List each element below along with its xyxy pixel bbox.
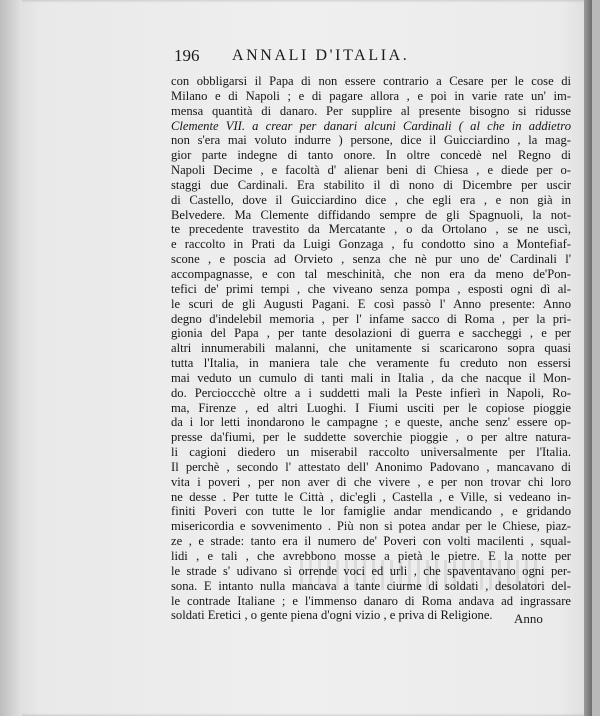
text-line: le contrade Italiane ; e l'immenso danaro di Roma andava ad ingrassare (171, 593, 571, 608)
show-through-texture (300, 560, 540, 590)
page-number: 196 (174, 46, 200, 65)
text-line: ze , e strade: tanto era il numero de' Poveri con volti macilenti , squal- (171, 534, 571, 549)
text-line: le strade s' udivano sì orrende voci ed urli , che spaventavano ogni per- (171, 563, 571, 578)
text-line: con obbligarsi il Papa di non essere contrario a Cesare per le cose di (171, 74, 571, 88)
text-line: le scuri de gli Augusti Pagani. E così passò l' Anno presente: Anno (171, 296, 571, 311)
text-line: sona. E intanto nulla mancava a tante ciurme di soldati , desolatori del- (171, 578, 571, 593)
text-line: accompagnasse, e con tal meschinità, che non era da meno de'Pon- (171, 266, 571, 281)
text-line: tefici de' primi tempi , che viveano senza pompa , esposti ogni dì al- (171, 281, 571, 296)
text-line: Il perchè , secondo l' attestato dell' Anonimo Padovano , mancavano di (171, 459, 571, 474)
text-line: gionia del Papa , per tante desolazioni di guerra e saccheggi , e per (171, 326, 571, 341)
text-line: misericordia e sovvenimento . Più non si potea andar per le Chiese, piaz- (171, 519, 571, 534)
running-head: ANNALI D'ITALIA. (232, 47, 410, 64)
text-line: soldati Eretici , o gente piena d'ogni vizio , e priva di Religione. (171, 608, 493, 623)
text-line: mensa quantità di danaro. Per supplire al presente bisogno si ridusse (171, 103, 571, 118)
page-header (174, 46, 554, 68)
text-line: li cagioni diedero un miserabil raccolto universalmente per l'Italia. (171, 445, 571, 460)
text-line: finiti Poveri con tutte le lor famiglie andar mendicando , e gridando (171, 504, 571, 519)
text-line: di Castello, dove il Guicciardino dice , che egli era , e non già in (171, 192, 571, 207)
text-line: staggi due Cardinali. Era stabilito il dì nono di Dicembre per uscir (171, 177, 571, 192)
text-line: presse da'fiumi, per le suddette soverchie pioggie , o per altre natura- (171, 430, 571, 445)
text-line: te precedente travestito da Mercatante , o da Ortolano , se ne uscì, (171, 222, 571, 237)
text-line: do. Percioccchè oltre a i suddetti mali la Peste infierì in Napoli, Ro- (171, 385, 571, 400)
text-line: scone , e poscia ad Orvieto , senza che nè pur uno de' Cardinali l' (171, 252, 571, 267)
text-line: lidi , e tali , che avrebbono mosse a pietà le pietre. E la notte per (171, 549, 571, 563)
page-edge (584, 0, 592, 716)
text-line: ma, Firenze , ed altri Luoghi. I Fiumi usciti per le copiose pioggie (171, 400, 571, 415)
text-line: altri innumerabili malanni, che unitamente si scaricarono sopra quasi (171, 341, 571, 356)
text-line: tutta l'Italia, in maniera tale che veramente fu creduto non essersi (171, 356, 571, 371)
text-line: ne desse . Per tutte le Città , dic'egli , Castella , e Ville, si vedeano in- (171, 489, 571, 504)
body-text (171, 74, 571, 623)
text-line: Belvedere. Ma Clemente diffidando sempre de gli Spagnuoli, la not- (171, 207, 571, 222)
text-line: Milano e di Napoli ; e di pagare allora , e poi in varie rate un' im- (171, 88, 571, 103)
page-gutter (0, 0, 22, 716)
text-line: mai veduto un cumulo di tanti mali in Italia , da che nacque il Mon- (171, 370, 571, 385)
text-line: Clemente VII. a crear per danari alcuni Cardinali ( al che in addietro (171, 118, 571, 133)
text-line: da i lor letti inondarono le campagne ; e queste, anche senz' essere op- (171, 415, 571, 430)
catchword: Anno (514, 611, 543, 626)
text-line: e raccolto in Prati da Luigi Gonzaga , fu condotto sino a Montefiaf- (171, 237, 571, 252)
text-line: non s'era mai voluto indurre ) persone, dice il Guicciardino , la mag- (171, 133, 571, 148)
text-line: Napoli Decime , e facoltà d' alienar beni di Chiesa , e diede per o- (171, 163, 571, 178)
text-line: degno d'indelebil memoria , per l' infame sacco di Roma , per la pri- (171, 311, 571, 326)
text-line: vita i poveri , per non aver di che vivere , e per non trovar chi loro (171, 474, 571, 489)
text-line: gior parte indegne di tanto onore. In oltre concedè nel Regno di (171, 148, 571, 163)
